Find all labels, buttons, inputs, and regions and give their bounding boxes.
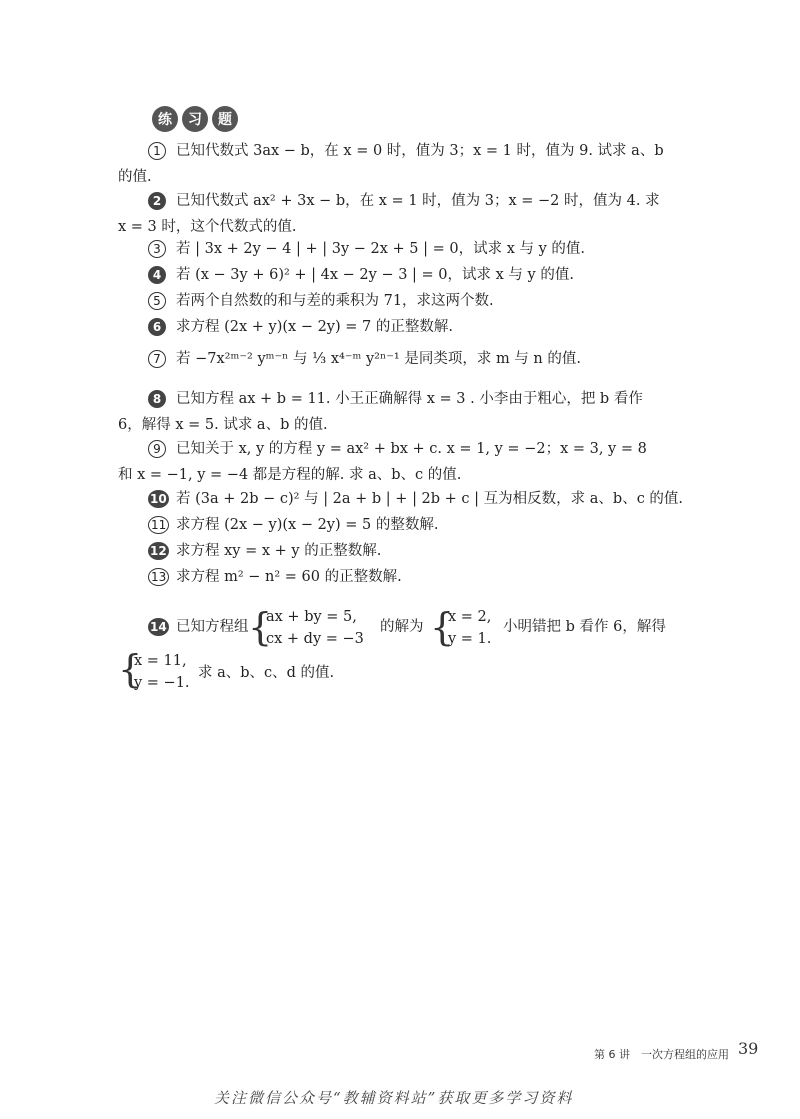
- problem-number-3: 3: [148, 240, 166, 258]
- problem-14-tail: 小明错把 b 看作 6，解得: [503, 619, 666, 635]
- problem-3: [118, 236, 698, 262]
- problem-number-13: 13: [148, 568, 169, 586]
- problem-8: [118, 386, 698, 438]
- brace-icon: {: [430, 605, 455, 649]
- problem-1-line-1: 已知代数式 3ax − b，在 x = 0 时，值为 3；x = 1 时，值为 9. 试求 a、b: [176, 143, 664, 159]
- solution-eq-2: y = 1.: [448, 631, 492, 647]
- problem-14-mid: 的解为: [380, 619, 424, 635]
- problem-13-line-1: 求方程 m² − n² = 60 的正整数解.: [176, 569, 402, 585]
- problem-2: [118, 188, 698, 240]
- problem-number-12: 12: [150, 544, 167, 558]
- problem-1: [118, 138, 698, 190]
- problem-2-line-2: x = 3 时，这个代数式的值.: [118, 219, 297, 235]
- problem-2-line-1: 已知代数式 ax² + 3x − b，在 x = 1 时，值为 3；x = −2 时，值为 4. 求: [176, 193, 660, 209]
- problem-number-11: 11: [148, 516, 169, 534]
- title-char-1: 练: [152, 106, 178, 132]
- exercise-section-title: [152, 106, 238, 132]
- problem-number-7: 7: [148, 350, 166, 368]
- problem-1-line-2: 的值.: [118, 169, 152, 185]
- problem-7: [118, 346, 698, 372]
- problem-8-line-1: 已知方程 ax + b = 11. 小王正确解得 x = 3 . 小李由于粗心，把 b 看作: [176, 391, 643, 407]
- problem-14-ending: 求 a、b、c、d 的值.: [198, 665, 335, 681]
- watermark-text: 关注微信公众号“教辅资料站”获取更多学习资料: [214, 1089, 574, 1107]
- problem-6: [118, 314, 698, 340]
- problem-11-line-1: 求方程 (2x − y)(x − 2y) = 5 的整数解.: [176, 517, 439, 533]
- problem-number-14: 14: [150, 620, 167, 634]
- brace-icon: {: [248, 605, 273, 649]
- problem-5: [118, 288, 698, 314]
- problem-number-5: 5: [148, 292, 166, 310]
- wrong-solution-eq-2: y = −1.: [134, 675, 190, 691]
- problem-number-8: 8: [148, 390, 166, 408]
- system-eq-1: ax + by = 5,: [266, 609, 357, 625]
- problem-number-1: 1: [148, 142, 166, 160]
- chapter-label: 第 6 讲 一次方程组的应用: [594, 1048, 729, 1061]
- problem-11: [118, 512, 698, 538]
- page-number: 39: [738, 1039, 759, 1058]
- problem-number-10: 10: [150, 492, 167, 506]
- problem-number-4: 4: [148, 266, 166, 284]
- wrong-solution-eq-1: x = 11,: [134, 653, 187, 669]
- problem-10-line-1: 若 (3a + 2b − c)² 与 | 2a + b | + | 2b + c | 互为相反数，求 a、b、c 的值.: [176, 491, 684, 507]
- title-char-2: 习: [182, 106, 208, 132]
- problem-4: [118, 262, 698, 288]
- problem-7-line-1: 若 −7x²ᵐ⁻² yᵐ⁻ⁿ 与 ⅓ x⁴⁻ᵐ y²ⁿ⁻¹ 是同类项，求 m 与 n 的值.: [176, 351, 581, 367]
- brace-icon: {: [118, 647, 143, 691]
- solution-eq-1: x = 2,: [448, 609, 492, 625]
- problem-9-line-2: 和 x = −1, y = −4 都是方程的解. 求 a、b、c 的值.: [118, 467, 462, 483]
- problem-3-line-1: 若 | 3x + 2y − 4 | + | 3y − 2x + 5 | = 0，试求 x 与 y 的值.: [176, 241, 586, 257]
- title-char-3: 题: [212, 106, 238, 132]
- problem-6-line-1: 求方程 (2x + y)(x − 2y) = 7 的正整数解.: [176, 319, 453, 335]
- problem-13: [118, 564, 698, 590]
- problem-number-9: 9: [148, 440, 166, 458]
- problem-4-line-1: 若 (x − 3y + 6)² + | 4x − 2y − 3 | = 0，试求 x 与 y 的值.: [176, 267, 574, 283]
- problem-12: [118, 538, 698, 564]
- problem-12-line-1: 求方程 xy = x + y 的正整数解.: [176, 543, 382, 559]
- problem-14-intro: 已知方程组: [176, 619, 249, 635]
- problem-number-2: 2: [148, 192, 166, 210]
- problem-8-line-2: 6，解得 x = 5. 试求 a、b 的值.: [118, 417, 328, 433]
- problem-10: [118, 486, 698, 512]
- problem-9: [118, 436, 698, 488]
- system-eq-2: cx + dy = −3: [266, 631, 364, 647]
- problem-5-line-1: 若两个自然数的和与差的乘积为 71，求这两个数.: [176, 293, 494, 309]
- problem-number-6: 6: [148, 318, 166, 336]
- problem-9-line-1: 已知关于 x, y 的方程 y = ax² + bx + c. x = 1, y = −2；x = 3, y = 8: [176, 441, 647, 457]
